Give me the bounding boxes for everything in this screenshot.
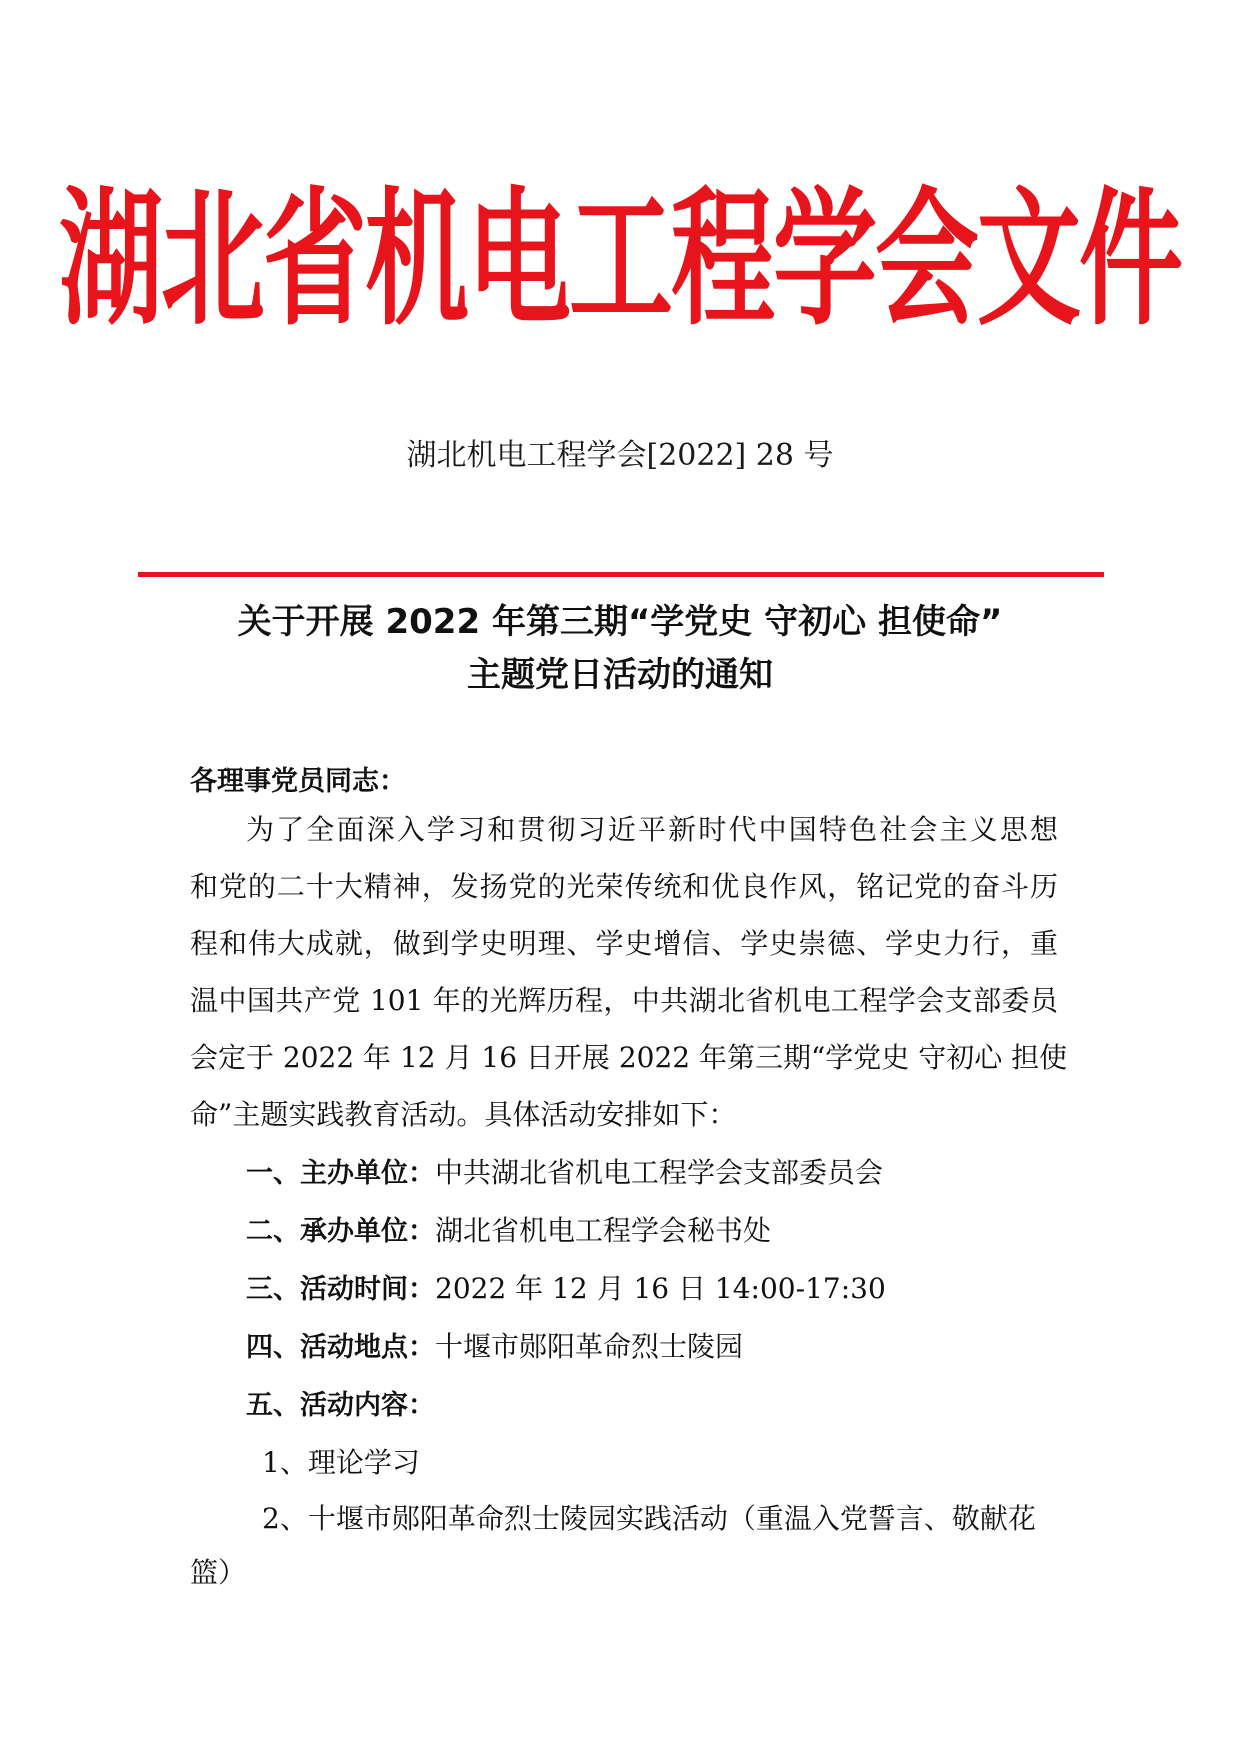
item-label: 四、活动地点： [246, 1332, 435, 1363]
body-paragraph-line: 为了全面深入学习和贯彻习近平新时代中国特色社会主义思想 [246, 813, 1058, 846]
item-value: 中共湖北省机电工程学会支部委员会 [435, 1156, 884, 1189]
body-paragraph-line: 和党的二十大精神，发扬党的光荣传统和优良作风，铭记党的奋斗历 [190, 870, 1058, 903]
item-content [246, 1391, 435, 1419]
body-paragraph-line: 程和伟大成就，做到学史明理、学史增信、学史崇德、学史力行，重 [190, 927, 1058, 960]
item-value: 2022 年 12 月 16 日 14:00-17:30 [435, 1272, 886, 1305]
red-divider-line [138, 572, 1104, 577]
notice-title-line-2: 主题党日活动的通知 [467, 655, 773, 695]
notice-title-line-1: 关于开展 2022 年第三期“学党史 守初心 担使命” [237, 602, 1003, 642]
document-number: 湖北机电工程学会[2022] 28 号 [406, 438, 834, 473]
document-masthead: 湖北省机电工程学会文件 [58, 172, 1181, 346]
content-item-continuation: 篮） [190, 1556, 247, 1589]
item-host [246, 1214, 772, 1247]
content-item: 2、十堰市郧阳革命烈士陵园实践活动（重温入党誓言、敬献花 [262, 1502, 1036, 1535]
item-value: 湖北省机电工程学会秘书处 [435, 1214, 772, 1247]
body-paragraph-line: 会定于 2022 年 12 月 16 日开展 2022 年第三期“学党史 守初心 担使 [190, 1041, 1068, 1074]
item-label: 一、主办单位： [246, 1158, 435, 1189]
item-label: 三、活动时间： [246, 1274, 435, 1305]
item-location [246, 1330, 744, 1363]
content-item: 1、理论学习 [262, 1446, 420, 1479]
body-paragraph-line: 温中国共产党 101 年的光辉历程，中共湖北省机电工程学会支部委员 [190, 984, 1058, 1017]
item-organizer [246, 1156, 884, 1189]
item-value: 十堰市郧阳革命烈士陵园 [435, 1330, 744, 1363]
item-label: 二、承办单位： [246, 1216, 435, 1247]
body-paragraph-line: 命”主题实践教育活动。具体活动安排如下： [190, 1098, 737, 1131]
salutation: 各理事党员同志： [190, 766, 406, 797]
item-time [246, 1272, 886, 1305]
item-label: 五、活动内容： [246, 1390, 435, 1421]
